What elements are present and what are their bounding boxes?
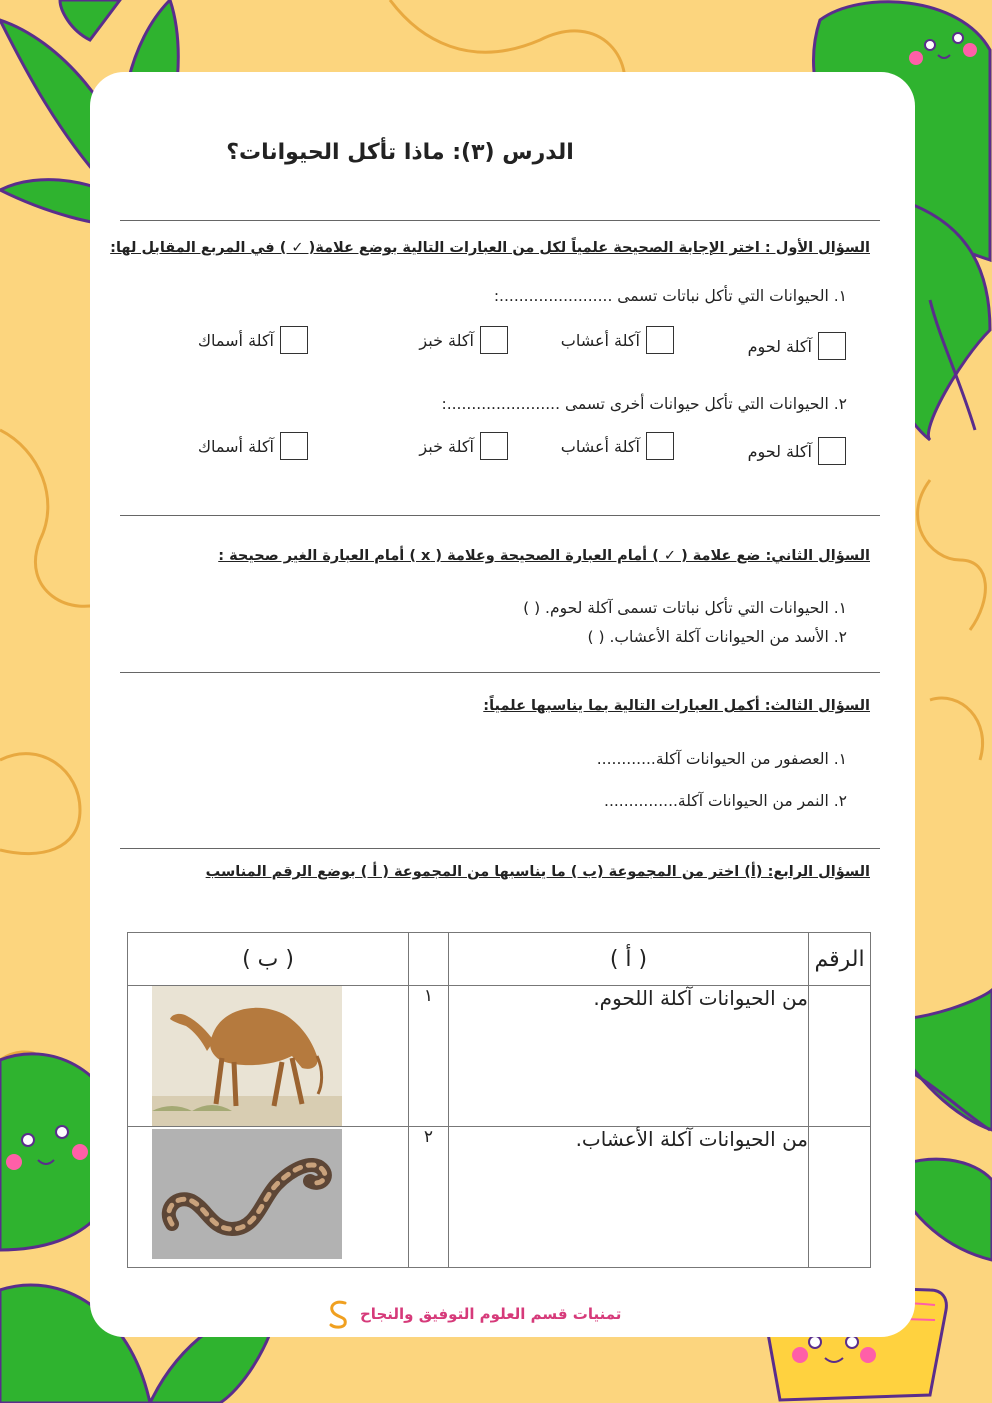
checkbox[interactable] [818, 437, 846, 465]
checkbox[interactable] [818, 332, 846, 360]
checkbox[interactable] [480, 326, 508, 354]
image-cell [128, 986, 409, 1127]
table-row [128, 986, 871, 1127]
divider [120, 220, 880, 221]
divider [120, 672, 880, 673]
number-cell: ٢ [409, 1127, 449, 1268]
swirl-icon [325, 1298, 353, 1330]
option-label: آكلة خبز [419, 436, 474, 456]
divider [120, 515, 880, 516]
table-header-row [128, 933, 871, 986]
q1-2-option-3[interactable] [419, 432, 508, 460]
statement-cell: من الحيوانات آكلة اللحوم. [449, 986, 809, 1127]
checkbox[interactable] [646, 432, 674, 460]
col-header-a: ( أ ) [449, 933, 809, 986]
option-label: آكلة أعشاب [560, 330, 640, 350]
q2-item-1[interactable]: ١. الحيوانات التي تأكل نباتات تسمى آكلة لحوم. ( ) [523, 599, 847, 617]
q1-1-option-2[interactable] [561, 326, 674, 354]
matching-table [127, 932, 871, 1268]
page-title: الدرس (٣): ماذا تأكل الحيوانات؟ [226, 140, 574, 165]
q1-2-option-4[interactable] [198, 432, 308, 460]
number-cell: ١ [409, 986, 449, 1127]
option-label: آكلة أعشاب [560, 436, 640, 456]
statement-cell: من الحيوانات آكلة الأعشاب. [449, 1127, 809, 1268]
option-label: آكلة أسماك [197, 436, 274, 456]
option-label: آكلة أسماك [197, 330, 274, 350]
q2-item-2[interactable]: ٢. الأسد من الحيوانات آكلة الأعشاب. ( ) [587, 628, 847, 646]
camel-image [152, 986, 342, 1126]
q3-item-1[interactable]: ١. العصفور من الحيوانات آكلة............ [596, 750, 847, 768]
col-header-b: ( ب ) [128, 933, 409, 986]
q1-heading: السؤال الأول : اختر الإجابة الصحيحة علمياً لكل من العبارات التالية بوضع علامة( ✓ ) في المربع المقابل لها: [110, 240, 870, 256]
col-header-blank [409, 933, 449, 986]
col-header-number: الرقم [809, 933, 871, 986]
answer-cell[interactable] [809, 986, 871, 1127]
checkbox[interactable] [280, 326, 308, 354]
image-cell [128, 1127, 409, 1268]
q1-2-option-1[interactable] [748, 437, 846, 465]
option-label: آكلة خبز [419, 330, 474, 350]
divider [120, 848, 880, 849]
option-label: آكلة لحوم [747, 336, 812, 356]
q2-heading: السؤال الثاني: ضع علامة ( ✓ ) أمام العبارة الصحيحة وعلامة ( x ) أمام العبارة الغير صحيحة : [218, 548, 870, 564]
q1-1-option-4[interactable] [198, 326, 308, 354]
q1-2-option-2[interactable] [561, 432, 674, 460]
q3-heading: السؤال الثالث: أكمل العبارات التالية بما يناسبها علمياً: [483, 698, 870, 714]
option-label: آكلة لحوم [747, 441, 812, 461]
q1-item-1: ١. الحيوانات التي تأكل نباتات تسمى .......................: [493, 287, 847, 305]
footer-text: تمنيات قسم العلوم التوفيق والنجاح [360, 1305, 622, 1323]
checkbox[interactable] [480, 432, 508, 460]
q3-item-2[interactable]: ٢. النمر من الحيوانات آكلة............... [604, 792, 847, 810]
snake-image [152, 1129, 342, 1259]
q1-item-2: ٢. الحيوانات التي تأكل حيوانات أخرى تسمى .......................: [441, 395, 847, 413]
checkbox[interactable] [646, 326, 674, 354]
q1-1-option-3[interactable] [419, 326, 508, 354]
checkbox[interactable] [280, 432, 308, 460]
answer-cell[interactable] [809, 1127, 871, 1268]
q1-1-option-1[interactable] [748, 332, 846, 360]
q4-heading: السؤال الرابع: (أ) اختر من المجموعة (ب ) ما يناسبها من المجموعة ( أ ) بوضع الرقم المناسب [205, 864, 870, 880]
table-row [128, 1127, 871, 1268]
